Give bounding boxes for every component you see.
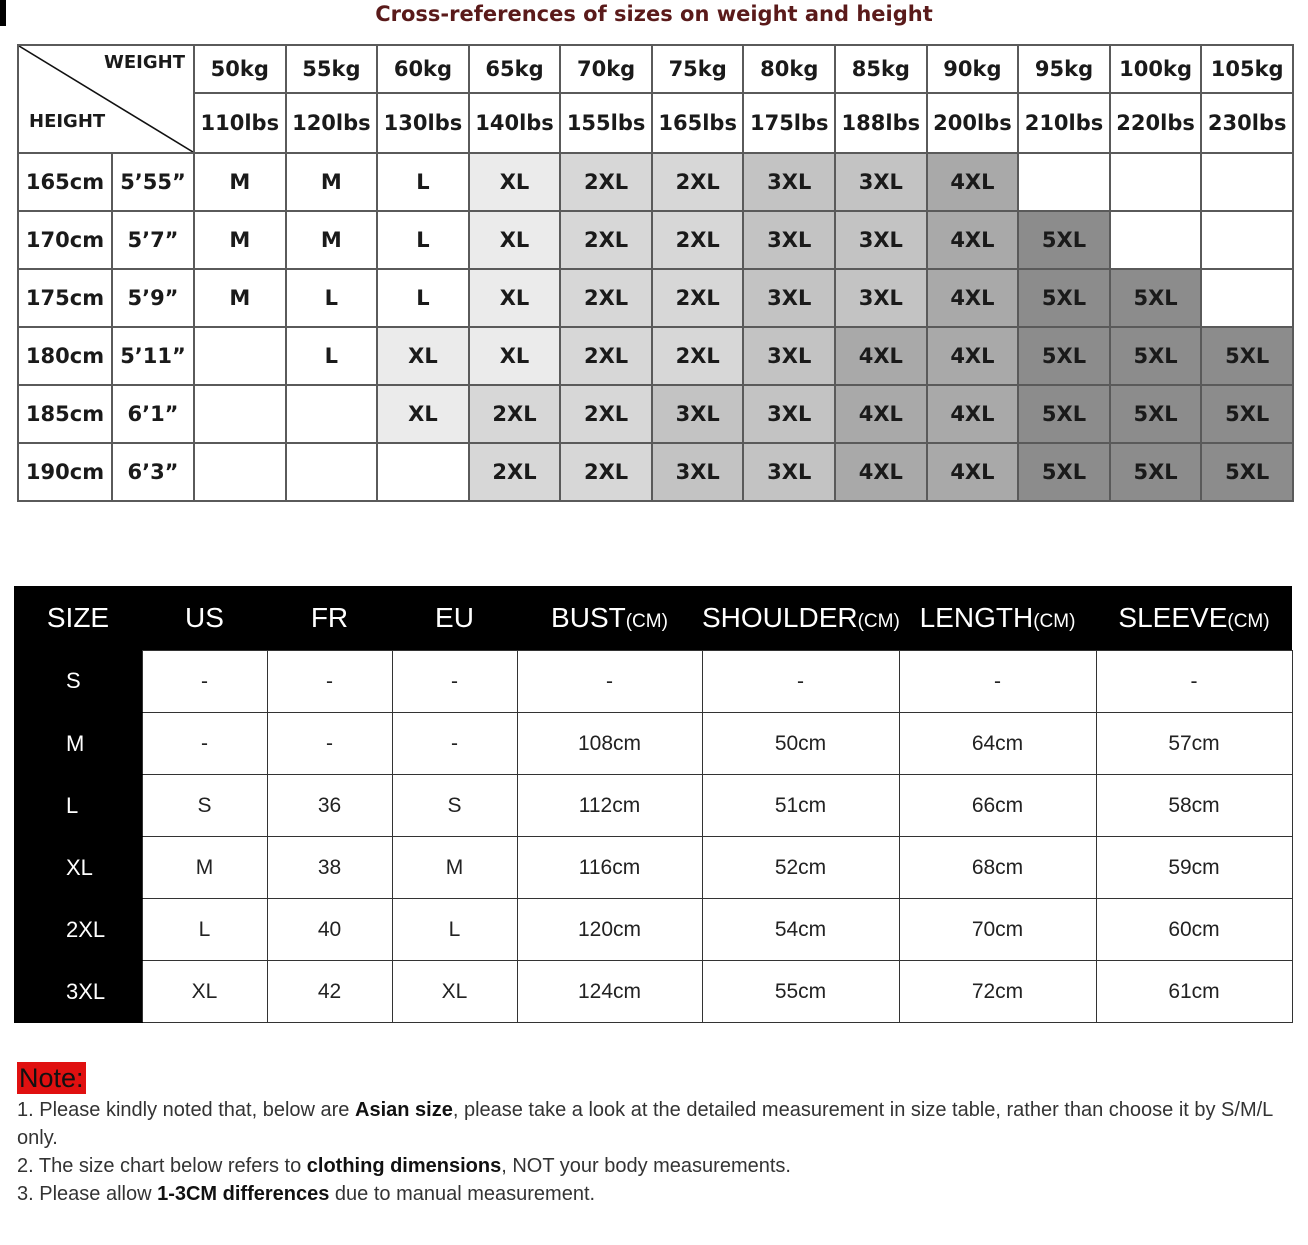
measurement-row	[14, 899, 1292, 961]
size-cell: L	[377, 153, 469, 211]
measurement-header-cell	[1096, 586, 1292, 651]
measurement-cell: 54cm	[702, 899, 899, 961]
size-cell: 2XL	[652, 269, 744, 327]
size-cell: 4XL	[927, 443, 1019, 501]
measurement-cell: 116cm	[517, 837, 702, 899]
weight-lbs-header: 120lbs	[286, 93, 378, 153]
header-unit-text: (CM)	[1227, 611, 1270, 632]
size-cell	[1201, 153, 1293, 211]
measurement-cell: 38	[267, 837, 392, 899]
size-label-cell: XL	[14, 837, 142, 899]
height-row	[18, 443, 1293, 501]
weight-kg-header: 100kg	[1110, 45, 1202, 93]
measurement-cell: 68cm	[899, 837, 1096, 899]
height-row	[18, 153, 1293, 211]
size-cell: 3XL	[743, 385, 835, 443]
header-main-text: FR	[310, 602, 349, 633]
height-ft-cell: 6’3”	[112, 443, 194, 501]
size-cell: L	[377, 269, 469, 327]
size-cell	[1201, 211, 1293, 269]
measurement-cell: 55cm	[702, 961, 899, 1023]
size-cell	[194, 385, 286, 443]
measurement-cell: M	[142, 837, 267, 899]
measurement-cell: L	[142, 899, 267, 961]
size-cell	[377, 443, 469, 501]
size-cell: 4XL	[927, 211, 1019, 269]
size-cell: 5XL	[1018, 269, 1110, 327]
size-cell: XL	[377, 327, 469, 385]
header-main-text: BUST	[551, 602, 626, 633]
size-cell: 3XL	[835, 211, 927, 269]
measurement-cell: -	[392, 651, 517, 713]
size-cell: 5XL	[1110, 269, 1202, 327]
height-row	[18, 327, 1293, 385]
measurement-cell: M	[392, 837, 517, 899]
cross-reference-table	[17, 44, 1294, 502]
size-cell: M	[194, 153, 286, 211]
size-label-cell: 3XL	[14, 961, 142, 1023]
size-cell: 3XL	[743, 327, 835, 385]
measurement-cell: S	[142, 775, 267, 837]
size-cell: 2XL	[652, 153, 744, 211]
measurement-header-cell	[517, 586, 702, 651]
weight-lbs-header: 165lbs	[652, 93, 744, 153]
measurement-cell: 108cm	[517, 713, 702, 775]
measurement-cell: 58cm	[1096, 775, 1292, 837]
size-cell: XL	[469, 211, 561, 269]
note-line-3: 3. Please allow 1-3CM differences due to manual measurement.	[17, 1183, 596, 1205]
size-cell	[286, 385, 378, 443]
measurement-cell: 70cm	[899, 899, 1096, 961]
weight-kg-header: 85kg	[835, 45, 927, 93]
diagonal-corner-cell	[18, 45, 194, 153]
measurement-cell: -	[142, 713, 267, 775]
measurement-cell: 61cm	[1096, 961, 1292, 1023]
measurement-cell: 57cm	[1096, 713, 1292, 775]
weight-lbs-header: 188lbs	[835, 93, 927, 153]
measurement-cell: -	[899, 651, 1096, 713]
measurement-cell: 59cm	[1096, 837, 1292, 899]
size-cell: 3XL	[652, 385, 744, 443]
size-cell: 2XL	[469, 443, 561, 501]
weight-lbs-header: 175lbs	[743, 93, 835, 153]
measurement-cell: 50cm	[702, 713, 899, 775]
weight-kg-row	[18, 45, 1293, 93]
measurement-header-cell	[702, 586, 899, 651]
height-cm-cell: 165cm	[18, 153, 112, 211]
measurement-cell: L	[392, 899, 517, 961]
size-cell: 3XL	[743, 211, 835, 269]
size-cell: 4XL	[927, 385, 1019, 443]
size-cell: 4XL	[927, 153, 1019, 211]
height-ft-cell: 5’9”	[112, 269, 194, 327]
size-cell: 4XL	[835, 327, 927, 385]
height-cm-cell: 175cm	[18, 269, 112, 327]
size-cell: 2XL	[652, 211, 744, 269]
size-cell: XL	[377, 385, 469, 443]
measurement-cell: 64cm	[899, 713, 1096, 775]
measurement-cell: -	[702, 651, 899, 713]
size-label-cell: 2XL	[14, 899, 142, 961]
measurement-cell: 52cm	[702, 837, 899, 899]
weight-lbs-header: 230lbs	[1201, 93, 1293, 153]
size-cell: XL	[469, 153, 561, 211]
height-axis-label: HEIGHT	[29, 111, 106, 132]
weight-kg-header: 75kg	[652, 45, 744, 93]
size-cell: 5XL	[1018, 443, 1110, 501]
size-cell: 3XL	[835, 269, 927, 327]
size-cell	[1110, 211, 1202, 269]
size-cell: 2XL	[560, 153, 652, 211]
size-cell	[194, 327, 286, 385]
height-ft-cell: 5’55”	[112, 153, 194, 211]
measurement-cell: -	[392, 713, 517, 775]
size-cell: 4XL	[835, 385, 927, 443]
measurement-header-cell	[392, 586, 517, 651]
measurement-header-cell	[267, 586, 392, 651]
size-cell: L	[377, 211, 469, 269]
size-cell	[1110, 153, 1202, 211]
weight-kg-header: 105kg	[1201, 45, 1293, 93]
height-ft-cell: 6’1”	[112, 385, 194, 443]
size-cell	[1201, 269, 1293, 327]
measurement-row	[14, 961, 1292, 1023]
size-cell: 5XL	[1201, 327, 1293, 385]
size-cell: 3XL	[743, 153, 835, 211]
measurement-cell: -	[267, 713, 392, 775]
header-unit-text: (CM)	[1033, 611, 1076, 632]
header-main-text: SLEEVE	[1118, 602, 1228, 633]
weight-lbs-header: 220lbs	[1110, 93, 1202, 153]
weight-lbs-header: 110lbs	[194, 93, 286, 153]
size-cell: 5XL	[1110, 385, 1202, 443]
size-cell: 2XL	[560, 443, 652, 501]
header-main-text: US	[185, 602, 224, 633]
size-cell: 2XL	[652, 327, 744, 385]
size-cell: L	[286, 269, 378, 327]
measurement-header-cell	[14, 586, 142, 651]
size-cell: 4XL	[927, 327, 1019, 385]
height-ft-cell: 5’11”	[112, 327, 194, 385]
measurement-row	[14, 775, 1292, 837]
size-cell: M	[286, 211, 378, 269]
measurement-row	[14, 837, 1292, 899]
weight-kg-header: 80kg	[743, 45, 835, 93]
note-line-1: 1. Please kindly noted that, below are Asian size, please take a look at the detailed measurement in size table, rather than choose it by S/M/L only.	[17, 1099, 1273, 1149]
weight-lbs-row	[18, 93, 1293, 153]
weight-kg-header: 65kg	[469, 45, 561, 93]
measurement-cell: XL	[142, 961, 267, 1023]
size-cell: 4XL	[927, 269, 1019, 327]
measurement-row	[14, 713, 1292, 775]
measurement-cell: 40	[267, 899, 392, 961]
weight-lbs-header: 130lbs	[377, 93, 469, 153]
measurement-header-row	[14, 586, 1292, 651]
weight-lbs-header: 210lbs	[1018, 93, 1110, 153]
size-cell: 5XL	[1018, 327, 1110, 385]
measurement-cell: S	[392, 775, 517, 837]
chart-title: Cross-references of sizes on weight and height	[375, 2, 933, 26]
size-cell: L	[286, 327, 378, 385]
header-main-text: SIZE	[46, 602, 110, 634]
height-cm-cell: 190cm	[18, 443, 112, 501]
height-cm-cell: 170cm	[18, 211, 112, 269]
size-cell: M	[194, 211, 286, 269]
measurement-cell: 42	[267, 961, 392, 1023]
size-cell: 2XL	[560, 269, 652, 327]
height-row	[18, 385, 1293, 443]
header-main-text: SHOULDER	[702, 602, 858, 633]
measurement-cell: XL	[392, 961, 517, 1023]
height-row	[18, 211, 1293, 269]
weight-kg-header: 50kg	[194, 45, 286, 93]
size-label-cell: S	[14, 651, 142, 713]
measurement-cell: -	[267, 651, 392, 713]
measurement-cell: 51cm	[702, 775, 899, 837]
size-cell: M	[194, 269, 286, 327]
measurement-cell: -	[1096, 651, 1292, 713]
measurement-table	[14, 586, 1293, 1023]
weight-lbs-header: 155lbs	[560, 93, 652, 153]
size-cell: 5XL	[1018, 211, 1110, 269]
measurement-header-cell	[142, 586, 267, 651]
weight-kg-header: 90kg	[927, 45, 1019, 93]
weight-kg-header: 55kg	[286, 45, 378, 93]
size-cell: 5XL	[1018, 385, 1110, 443]
weight-kg-header: 60kg	[377, 45, 469, 93]
notes-section	[17, 1062, 1297, 1208]
size-cell	[1018, 153, 1110, 211]
header-unit-text: (CM)	[625, 611, 668, 632]
weight-kg-header: 95kg	[1018, 45, 1110, 93]
measurement-header-cell	[899, 586, 1096, 651]
measurement-cell: -	[517, 651, 702, 713]
weight-kg-header: 70kg	[560, 45, 652, 93]
measurement-row	[14, 651, 1292, 713]
measurement-cell: 60cm	[1096, 899, 1292, 961]
size-cell: M	[286, 153, 378, 211]
size-cell: 5XL	[1110, 327, 1202, 385]
size-cell: 2XL	[560, 211, 652, 269]
note-line-2: 2. The size chart below refers to clothing dimensions, NOT your body measurements.	[17, 1155, 791, 1177]
size-cell	[286, 443, 378, 501]
size-cell: 2XL	[560, 327, 652, 385]
measurement-cell: -	[142, 651, 267, 713]
size-label-cell: L	[14, 775, 142, 837]
size-cell: 3XL	[652, 443, 744, 501]
size-cell: 3XL	[743, 269, 835, 327]
weight-lbs-header: 140lbs	[469, 93, 561, 153]
size-cell: XL	[469, 269, 561, 327]
size-cell	[194, 443, 286, 501]
size-cell: 4XL	[835, 443, 927, 501]
size-label-cell: M	[14, 713, 142, 775]
header-unit-text: (CM)	[857, 611, 900, 632]
size-cell: 5XL	[1201, 385, 1293, 443]
size-cell: 2XL	[560, 385, 652, 443]
measurement-cell: 120cm	[517, 899, 702, 961]
height-cm-cell: 185cm	[18, 385, 112, 443]
note-label: Note:	[19, 1063, 84, 1093]
size-cell: 3XL	[743, 443, 835, 501]
header-main-text: LENGTH	[919, 602, 1034, 633]
measurement-cell: 124cm	[517, 961, 702, 1023]
measurement-cell: 72cm	[899, 961, 1096, 1023]
height-cm-cell: 180cm	[18, 327, 112, 385]
height-row	[18, 269, 1293, 327]
size-cell: 5XL	[1201, 443, 1293, 501]
size-cell: 2XL	[469, 385, 561, 443]
measurement-cell: 66cm	[899, 775, 1096, 837]
size-cell: 3XL	[835, 153, 927, 211]
measurement-cell: 36	[267, 775, 392, 837]
size-cell: XL	[469, 327, 561, 385]
height-ft-cell: 5’7”	[112, 211, 194, 269]
weight-axis-label: WEIGHT	[104, 52, 185, 73]
header-main-text: EU	[435, 602, 474, 633]
size-cell: 5XL	[1110, 443, 1202, 501]
measurement-cell: 112cm	[517, 775, 702, 837]
weight-lbs-header: 200lbs	[927, 93, 1019, 153]
